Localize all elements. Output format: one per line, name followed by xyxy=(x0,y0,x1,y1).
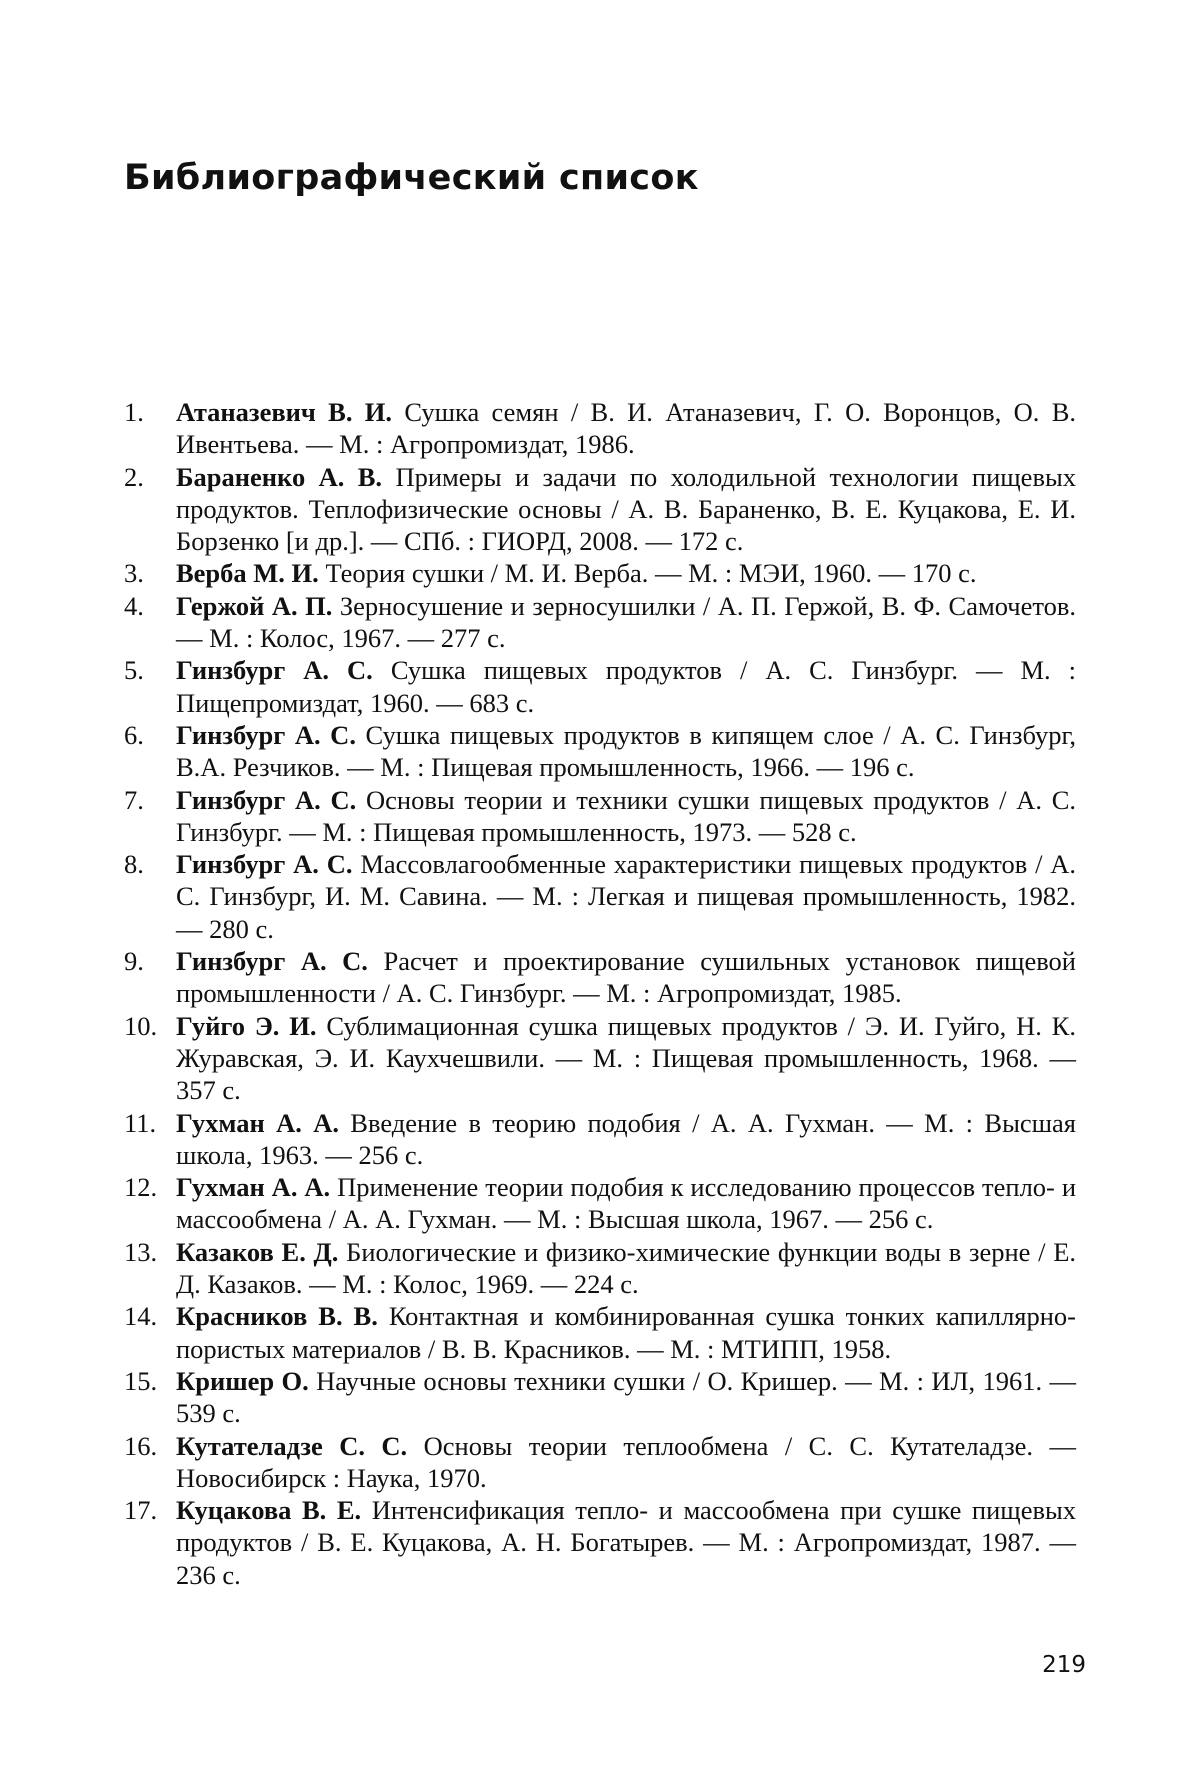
entry-text: Интенсификация тепло- и массообмена при сушке пищевых продуктов / В. Е. Куцакова, А. Н. Богатырев. — М. : Агропромиздат, 1987. — 236 с. xyxy=(176,1495,1077,1590)
page-number: 219 xyxy=(1042,1652,1086,1678)
bibliography-entry xyxy=(124,396,1076,461)
entry-author: Куцакова В. Е. xyxy=(176,1495,362,1526)
entry-text: Расчет и проектирование сушильных установок пищевой промышленности / А. С. Гинзбург. — М. : Агропромиздат, 1985. xyxy=(176,946,1076,1009)
bibliography-entry xyxy=(124,1010,1076,1107)
bibliography-entry xyxy=(124,945,1076,1010)
entry-number: 1. xyxy=(124,397,144,427)
entry-text: Биологические и физико-химические функции воды в зерне / Е. Д. Казаков. — М. : Колос, 1969. — 224 с. xyxy=(176,1236,1077,1300)
entry-text: Массовлагообменные характеристики пищевых продуктов / А. С. Гинзбург, И. М. Савина. — М. : Легкая и пищевая промышленность, 1982. — 280 с. xyxy=(176,849,1077,944)
entry-text: Сушка пищевых продуктов в кипящем слое / А. С. Гинзбург, В.А. Резчиков. — М. : Пищевая промышленность, 1966. — 196 с. xyxy=(176,719,1076,783)
entry-author: Гинзбург А. С. xyxy=(176,849,353,880)
entry-text: Введение в теорию подобия / А. А. Гухман. — М. : Высшая школа, 1963. — 256 с. xyxy=(176,1107,1076,1170)
entry-author: Гинзбург А. С. xyxy=(176,946,368,977)
bibliography-entry xyxy=(124,848,1076,945)
entry-text: Теория сушки / М. И. Верба. — М. : МЭИ, 1960. — 170 с. xyxy=(325,558,977,589)
bibliography-entry xyxy=(124,1236,1076,1301)
entry-number: 7. xyxy=(124,784,144,815)
entry-number: 14. xyxy=(124,1301,158,1332)
entry-number: 12. xyxy=(124,1172,158,1203)
entry-number: 5. xyxy=(124,655,144,686)
entry-author: Гержой А. П. xyxy=(176,590,333,621)
entry-text: Основы теории и техники сушки пищевых продуктов / А. С. Гинзбург. — М. : Пищевая промышленность, 1973. — 528 с. xyxy=(176,784,1076,847)
entry-number: 13. xyxy=(124,1236,158,1267)
entry-number: 17. xyxy=(124,1495,158,1526)
entry-author: Красников В. В. xyxy=(176,1301,378,1332)
bibliography-entry xyxy=(124,1171,1076,1236)
entry-author: Кришер О. xyxy=(176,1365,309,1396)
page-title: Библиографический список xyxy=(124,158,699,198)
bibliography-entry xyxy=(124,654,1076,719)
entry-number: 3. xyxy=(124,558,144,589)
bibliography-entry xyxy=(124,590,1076,655)
entry-author: Атаназевич В. И. xyxy=(176,397,393,427)
entry-number: 15. xyxy=(124,1365,158,1396)
entry-number: 11. xyxy=(124,1107,157,1138)
entry-text: Применение теории подобия к исследованию процессов тепло- и массообмена / А. А. Гухман. — М. : Высшая школа, 1967. — 256 с. xyxy=(176,1172,1077,1235)
entry-text: Сушка пищевых продуктов / А. С. Гинзбург. — М. : Пищепромиздат, 1960. — 683 с. xyxy=(176,655,1077,718)
bibliography-entry xyxy=(124,461,1076,558)
entry-author: Гинзбург А. С. xyxy=(176,784,357,815)
entry-number: 6. xyxy=(124,719,144,750)
entry-author: Казаков Е. Д. xyxy=(176,1236,339,1267)
bibliography-entry xyxy=(124,784,1076,849)
entry-text: Научные основы техники сушки / О. Кришер. — М. : ИЛ, 1961. — 539 с. xyxy=(176,1365,1076,1429)
entry-author: Кутателадзе С. С. xyxy=(176,1430,408,1461)
entry-text: Сублимационная сушка пищевых продуктов / Э. И. Гуйго, Н. К. Журавская, Э. И. Каухчешвили. — М. : Пищевая промышленность, 1968. — 357 с. xyxy=(176,1010,1076,1106)
bibliography-entry xyxy=(124,719,1076,784)
entry-text: Зерносушение и зерносушилки / А. П. Гержой, В. Ф. Самочетов. — М. : Колос, 1967. — 277 с. xyxy=(176,590,1077,654)
entry-text: Контактная и комбинированная сушка тонких капиллярно-пористых материалов / В. В. Красников. — М. : МТИПП, 1958. xyxy=(176,1301,1076,1364)
entry-author: Бараненко А. В. xyxy=(176,461,383,492)
entry-text: Примеры и задачи по холодильной технологии пищевых продуктов. Теплофизические основы / А. В. Бараненко, В. Е. Куцакова, Е. И. Борзенко [и др.]. — СПб. : ГИОРД, 2008. — 172 с. xyxy=(176,461,1077,557)
bibliography-list xyxy=(124,396,1076,1591)
entry-text: Сушка семян / В. И. Атаназевич, Г. О. Воронцов, О. В. Ивентьева. — М. : Агропромиздат, 1986. xyxy=(176,397,1077,460)
entry-number: 4. xyxy=(124,590,144,621)
entry-author: Гуйго Э. И. xyxy=(176,1010,317,1041)
entry-number: 8. xyxy=(124,849,144,880)
bibliography-entry xyxy=(124,1300,1076,1365)
entry-number: 10. xyxy=(124,1010,158,1041)
bibliography-entry xyxy=(124,1494,1076,1591)
bibliography-entry xyxy=(124,1365,1076,1430)
bibliography-entry xyxy=(124,1430,1076,1495)
entry-author: Гинзбург А. С. xyxy=(176,719,356,750)
entry-author: Гухман А. А. xyxy=(176,1107,339,1138)
entry-number: 9. xyxy=(124,946,144,977)
bibliography-entry xyxy=(124,557,1076,589)
bibliography-entry xyxy=(124,1107,1076,1172)
entry-author: Верба М. И. xyxy=(176,558,319,589)
entry-number: 16. xyxy=(124,1430,158,1461)
entry-author: Гинзбург А. С. xyxy=(176,655,373,686)
entry-author: Гухман А. А. xyxy=(176,1172,331,1203)
entry-text: Основы теории теплообмена / С. С. Кутателадзе. — Новосибирск : Наука, 1970. xyxy=(176,1430,1077,1493)
entry-number: 2. xyxy=(124,461,144,492)
